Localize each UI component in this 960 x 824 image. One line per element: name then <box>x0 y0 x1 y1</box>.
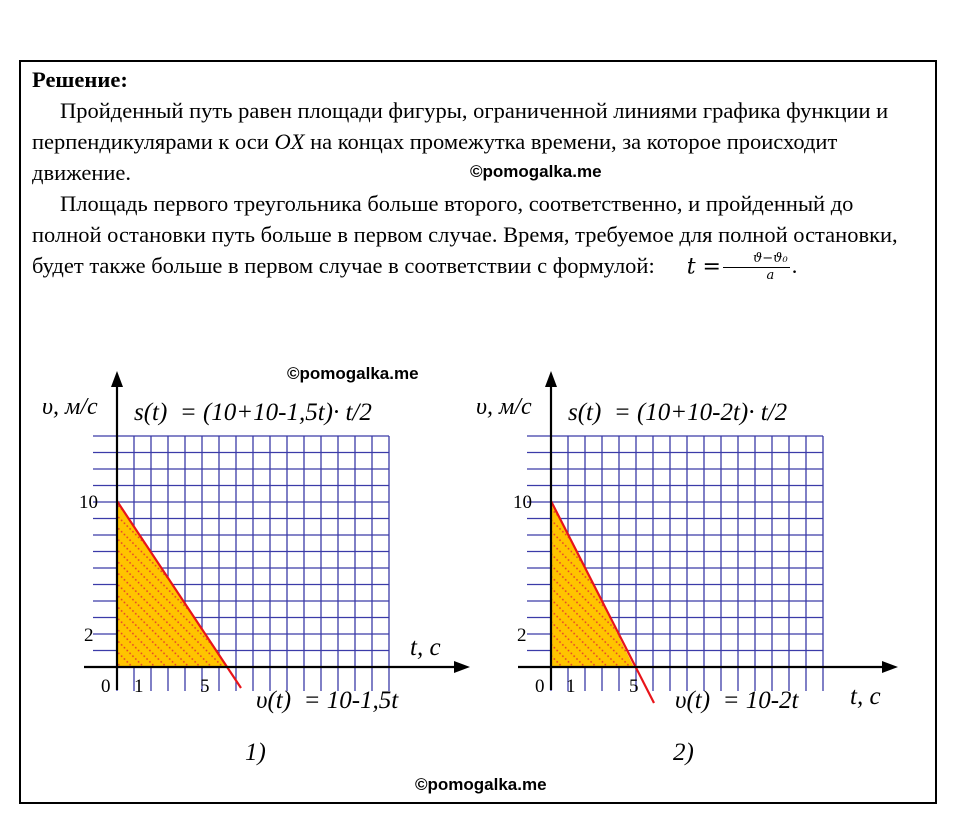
graph-2-y-tick-2: 2 <box>517 625 527 646</box>
graph-1-x-label: t, с <box>410 634 441 661</box>
graph-1-caption: 1) <box>245 739 266 766</box>
graph-1-x-tick-5: 5 <box>200 676 210 697</box>
graph-2-x-label: t, с <box>850 683 881 710</box>
paragraph-1-end: на концах промежутка времени, за которое происходит движение. <box>32 129 838 185</box>
graph-1 <box>42 371 470 766</box>
graph-1-x-arrow <box>454 661 470 673</box>
formula-lhs: t = <box>686 254 721 279</box>
axis-name: OX <box>274 129 305 154</box>
watermark-top: ©pomogalka.me <box>470 162 602 181</box>
graph-2-caption: 2) <box>673 739 694 766</box>
watermark-bottom: ©pomogalka.me <box>415 775 547 794</box>
graph-2-y-tick-10: 10 <box>513 492 532 513</box>
graph-1-x-tick-1: 1 <box>134 676 144 697</box>
graph-2-x-arrow <box>882 661 898 673</box>
formula-numerator: ϑ−ϑ₀ <box>723 251 790 268</box>
graph-1-v-formula: υ(t) = 10-1,5t <box>256 687 399 714</box>
graph-1-y-tick-2: 2 <box>84 625 94 646</box>
graph-1-x-tick-0: 0 <box>101 676 111 697</box>
formula-denominator: a <box>766 267 775 283</box>
graph-1-s-formula: s(t) = (10+10-1,5t)· t/2 <box>134 399 372 426</box>
graph-2-y-arrow <box>545 371 557 387</box>
graph-2-y-label: υ, м/с <box>476 394 532 420</box>
watermark-middle: ©pomogalka.me <box>287 364 419 383</box>
graph-2-x-tick-0: 0 <box>535 676 545 697</box>
graph-1-y-tick-10: 10 <box>79 492 98 513</box>
graph-2-v-formula: υ(t) = 10-2t <box>675 687 799 714</box>
formula-end: . <box>791 253 798 278</box>
graph-2-x-tick-1: 1 <box>566 676 576 697</box>
graph-1-y-label: υ, м/с <box>42 394 98 420</box>
graph-2-s-formula: s(t) = (10+10-2t)· t/2 <box>568 399 788 426</box>
solution-heading: Решение: <box>32 67 128 92</box>
paragraph-2-text: Площадь первого треугольника больше второго, соответственно, и пройденный до полной остановки путь больше в первом случае. Время, требуемое для полной остановки, будет также больше в первом случае в соответствии с формулой: <box>32 191 898 278</box>
graph-1-y-arrow <box>111 371 123 387</box>
paragraph-1-text: Пройденный путь равен площади фигуры, ограниченной линиями графика функции и перпендикулярами к оси <box>32 98 889 154</box>
graph-2 <box>476 371 898 766</box>
graph-2-x-tick-5: 5 <box>629 676 639 697</box>
